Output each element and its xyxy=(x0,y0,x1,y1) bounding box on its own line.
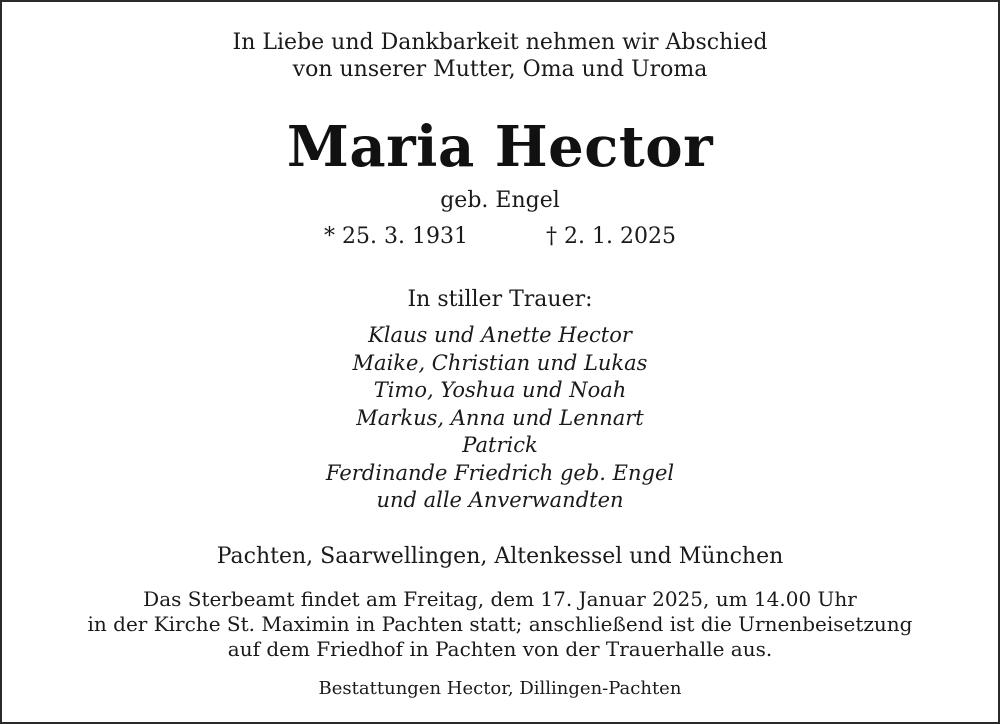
deceased-name: Maria Hector xyxy=(286,114,714,180)
mourners-list xyxy=(2,322,998,515)
intro-line-2: von unserer Mutter, Oma und Uroma xyxy=(292,57,708,82)
birth-name: geb. Engel xyxy=(440,188,560,213)
birth-date: * 25. 3. 1931 xyxy=(324,224,468,249)
undertaker-line: Bestattungen Hector, Dillingen-Pachten xyxy=(318,678,682,699)
mourner-line: Klaus und Anette Hector xyxy=(368,323,632,347)
service-info xyxy=(2,587,998,662)
mourner-line: Ferdinande Friedrich geb. Engel xyxy=(325,460,675,485)
intro-line-1: In Liebe und Dankbarkeit nehmen wir Abschied xyxy=(232,30,768,55)
service-line: in der Kirche St. Maximin in Pachten statt; anschließend ist die Urnenbeisetzung xyxy=(87,612,913,636)
mourner-line: Patrick xyxy=(462,433,538,457)
mourner-line: Timo, Yoshua und Noah xyxy=(373,378,627,402)
mourner-line: Maike, Christian und Lukas xyxy=(352,350,648,375)
mourner-line: und alle Anverwandten xyxy=(376,488,624,512)
service-line: auf dem Friedhof in Pachten von der Trauerhalle aus. xyxy=(227,637,773,661)
mourner-line: Markus, Anna und Lennart xyxy=(356,405,644,430)
mourners-heading: In stiller Trauer: xyxy=(407,287,593,312)
places-line: Pachten, Saarwellingen, Altenkessel und München xyxy=(216,544,784,569)
life-dates xyxy=(2,224,998,249)
death-date: † 2. 1. 2025 xyxy=(546,224,676,249)
service-line: Das Sterbeamt findet am Freitag, dem 17. Januar 2025, um 14.00 Uhr xyxy=(143,587,857,611)
